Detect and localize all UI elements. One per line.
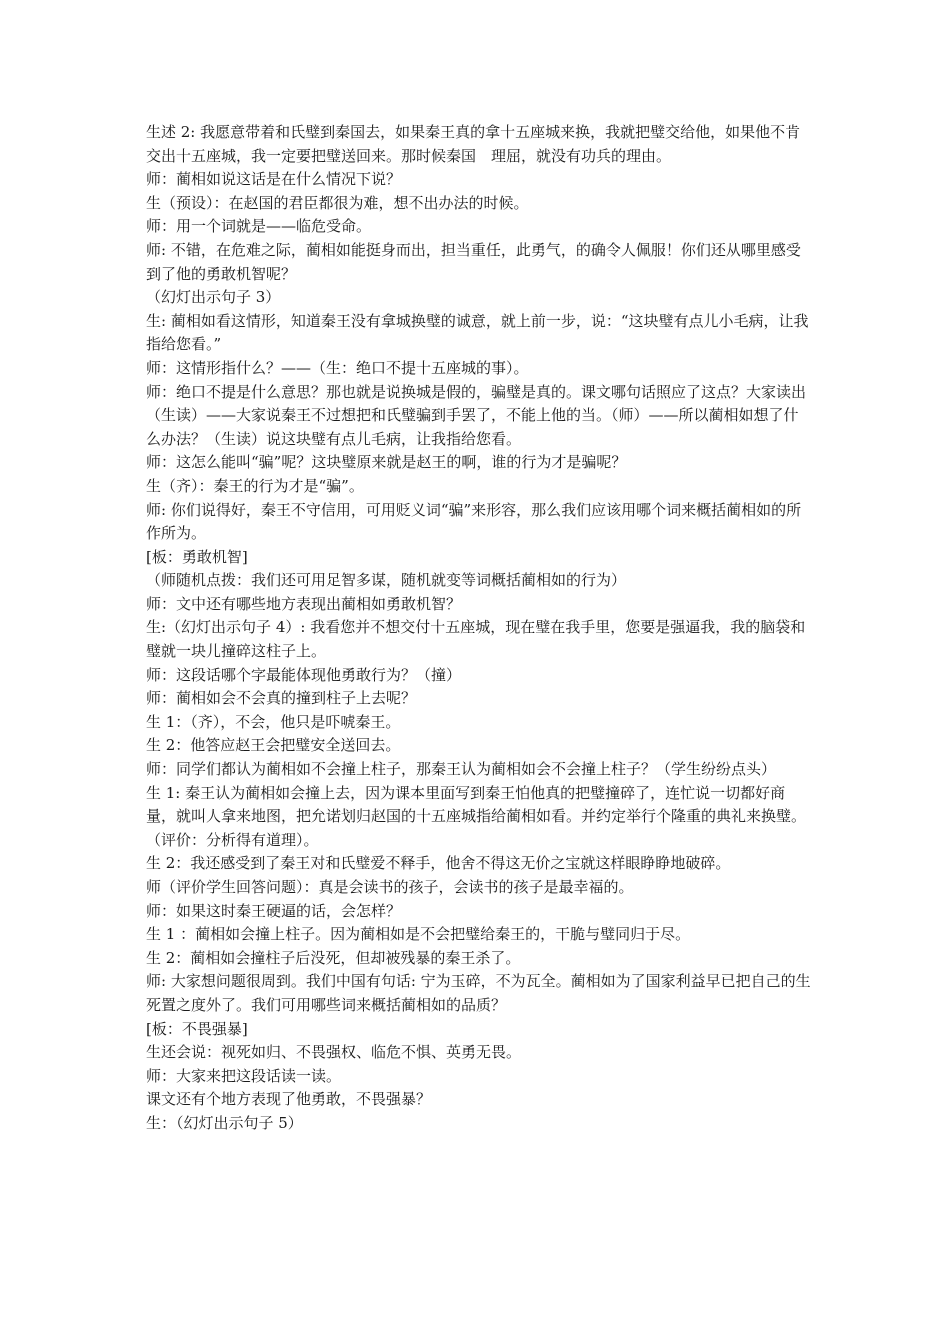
paragraph: 师（评价学生回答问题）：真是会读书的孩子，会读书的孩子是最幸福的。	[146, 878, 634, 896]
paragraph: 师：绝口不提是什么意思？那也就是说换城是假的，骗璧是真的。课文哪句话照应了这点？大家读出（生读）——大家说秦王不过想把和氏璧骗到手罢了，不能上他的当。（师）——所以蔺相如想了什么办法？（生读）说这块璧有点儿毛病，让我指给您看。	[146, 382, 807, 448]
paragraph: 师：同学们都认为蔺相如不会撞上柱子，那秦王认为蔺相如会不会撞上柱子？（学生纷纷点头）	[146, 760, 777, 779]
paragraph: 生:（幻灯出示句子 4）: 我看您并不想交付十五座城，现在璧在我手里，您要是强逼我，我的脑袋和璧就一块儿撞碎这柱子上。	[146, 618, 806, 661]
paragraph: 课文还有个地方表现了他勇敢，不畏强暴？	[146, 1090, 432, 1109]
paragraph: 生 1：（齐），不会，他只是吓唬秦王。	[146, 712, 401, 731]
paragraph: 生 1 ：蔺相如会撞上柱子。因为蔺相如是不会把璧给秦王的，干脆与璧同归于尽。	[146, 925, 691, 944]
paragraph: 师：大家来把这段话读一读。	[146, 1066, 342, 1085]
paragraph: 生: 蔺相如看这情形，知道秦王没有拿城换璧的诚意，就上前一步，说：“这块璧有点儿小毛病，让我指给您看。”	[146, 311, 809, 354]
paragraph: 师：蔺相如会不会真的撞到柱子上去呢？	[146, 689, 417, 708]
paragraph: 师：如果这时秦王硬逼的话，会怎样？	[146, 901, 402, 920]
paragraph: （幻灯出示句子 3）	[146, 288, 281, 307]
paragraph: 生（齐）：秦王的行为才是“骗”。	[146, 476, 364, 495]
board-note: [板：勇敢机智]	[146, 547, 248, 566]
paragraph: （师随机点拨：我们还可用足智多谋，随机就变等词概括蔺相如的行为）	[146, 571, 627, 590]
paragraph: 师：这怎么能叫“骗”呢？这块璧原来就是赵王的啊，谁的行为才是骗呢？	[146, 453, 627, 472]
paragraph: 生还会说：视死如归、不畏强权、临危不惧、英勇无畏。	[146, 1043, 522, 1062]
paragraph: 生 2：蔺相如会撞柱子后没死，但却被残暴的秦王杀了。	[146, 948, 521, 967]
document-body	[146, 121, 811, 1136]
paragraph: 师: 不错，在危难之际，蔺相如能挺身而出，担当重任，此勇气，的确令人佩服！你们还从哪里感受到了他的勇敢机智呢？	[146, 240, 801, 283]
paragraph: 生 2：他答应赵王会把璧安全送回去。	[146, 736, 401, 755]
paragraph: 生述 2: 我愿意带着和氏璧到秦国去，如果秦王真的拿十五座城来换，我就把璧交给他，如果他不肯交出十五座城，我一定要把璧送回来。那时候秦国 理屈，就没有功兵的理由。	[146, 123, 801, 165]
paragraph: 师: 你们说得好，秦王不守信用，可用贬义词“骗”来形容，那么我们应该用哪个词来概括蔺相如的所作所为。	[146, 500, 802, 543]
paragraph: 师：用一个词就是——临危受命。	[146, 217, 372, 236]
paragraph: 师: 大家想问题很周到。我们中国有句话: 宁为玉碎，不为瓦全。蔺相如为了国家利益早已把自己的生死置之度外了。我们可用哪些词来概括蔺相如的品质？	[146, 972, 811, 1014]
paragraph: 生（预设）：在赵国的君臣都很为难，想不出办法的时候。	[146, 193, 529, 212]
paragraph: 生 2：我还感受到了秦王对和氏璧爱不释手，他舍不得这无价之宝就这样眼睁睁地破碎。	[146, 854, 731, 873]
board-note: [板：不畏强暴]	[146, 1019, 248, 1038]
paragraph: 师：这情形指什么？——（生：绝口不提十五座城的事）。	[146, 358, 529, 377]
paragraph: 师：文中还有哪些地方表现出蔺相如勇敢机智？	[146, 594, 462, 613]
paragraph: 生：（幻灯出示句子 5）	[146, 1113, 303, 1132]
paragraph: 生 1: 秦王认为蔺相如会撞上去，因为课本里面写到秦王怕他真的把璧撞碎了，连忙说一切都好商量，就叫人拿来地图，把允诺划归赵国的十五座城指给蔺相如看。并约定举行个隆重的典礼来换璧。（评价：分析得有道理）。	[146, 783, 807, 849]
paragraph: 师：蔺相如说这话是在什么情况下说？	[146, 170, 402, 189]
paragraph: 师：这段话哪个字最能体现他勇敢行为？（撞）	[146, 665, 462, 684]
